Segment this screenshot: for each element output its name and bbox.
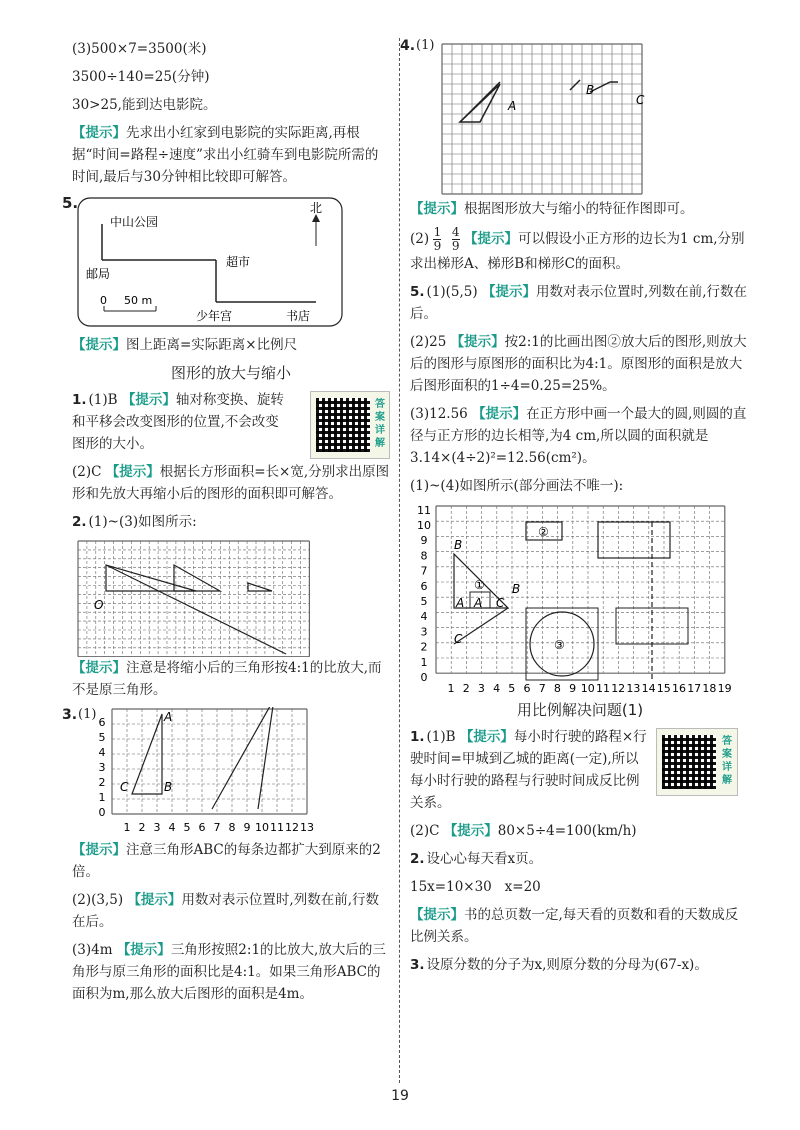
question-number: 4.	[400, 38, 416, 54]
answer-paragraph	[410, 403, 750, 469]
fraction: $\frac{1}{9}$	[433, 225, 442, 253]
axis-tick-label: 0	[420, 671, 428, 684]
column-divider	[399, 38, 400, 1083]
axis-tick-label: 4	[98, 746, 106, 759]
question-3-figure	[62, 707, 390, 839]
hint-text: 用数对表示位置时,列数在前,行数在后。	[72, 892, 380, 930]
axis-tick-label: 4	[168, 821, 176, 834]
hint-label: 【提示】	[72, 842, 126, 858]
axis-tick-label: 5	[420, 595, 428, 608]
answer-paragraph	[72, 511, 390, 533]
hint-paragraph	[410, 198, 750, 220]
q4-grid-figure	[440, 42, 690, 200]
hint-paragraph	[72, 334, 390, 356]
axis-tick-label: 10	[580, 682, 595, 695]
axis-tick-label: 3	[420, 625, 428, 639]
axis-tick-label: 19	[717, 682, 732, 695]
question-number: 3.	[62, 707, 78, 723]
problem-1	[410, 726, 750, 814]
axis-tick-label: 8	[228, 821, 236, 834]
axis-tick-label: 2	[420, 640, 428, 654]
shape-label-3: ③	[554, 638, 565, 652]
answer: (2)(3,5)	[72, 892, 124, 908]
answer: (3)4m	[72, 942, 113, 958]
axis-tick-label: 6	[98, 716, 106, 729]
axis-tick-label: 7	[538, 682, 546, 695]
hint-text: 先求出小红家到电影院的实际距离,再根据“时间=路程÷速度”求出小红骑车到电影院所需的时间,最后与30分钟相比较即可解答。	[72, 125, 379, 185]
question-number: 1.	[410, 729, 425, 745]
section-title: 图形的放大与缩小	[170, 364, 291, 382]
answer: 设原分数的分子为x,则原分数的分母为(67-x)。	[426, 957, 708, 973]
axis-tick-label: 1	[420, 655, 428, 669]
axis-tick-label: 5	[508, 682, 516, 695]
answer: (2)25	[410, 334, 447, 350]
axis-tick-label: 14	[641, 682, 656, 695]
map-label-shaoniangong: 少年宫	[196, 309, 233, 323]
axis-tick-label: 7	[420, 564, 428, 578]
axis-tick-label: 4	[420, 610, 428, 624]
axis-tick-label: 0	[98, 806, 106, 819]
vertex-label-B: B	[164, 780, 173, 794]
axis-tick-label: 15	[656, 682, 671, 695]
trapezoid-label-C: C	[636, 93, 645, 107]
hint-text: 注意三角形ABC的每条边都扩大到原来的2倍。	[72, 842, 381, 880]
point-label-C: C	[454, 632, 463, 646]
answer: (2)C	[72, 464, 102, 480]
hint-label: 【提示】	[72, 125, 126, 141]
hint-label: 【提示】	[464, 231, 519, 247]
shape-label-1: ①	[474, 578, 485, 592]
axis-tick-label: 3	[477, 682, 485, 695]
question-part-label: (1)	[416, 38, 435, 53]
answer-paragraph	[410, 848, 750, 870]
answer-paragraph	[410, 726, 650, 814]
hint-label: 【提示】	[472, 406, 527, 422]
axis-tick-label: 16	[672, 682, 686, 695]
point-label-B: B	[454, 538, 463, 552]
axis-tick-label: 4	[493, 682, 501, 695]
question-number: 2.	[72, 514, 87, 530]
hint-paragraph	[72, 839, 390, 883]
fraction: $\frac{4}{9}$	[451, 225, 460, 253]
hint-text: 每小时行驶的路程×行驶时间=甲城到乙城的距离(一定),所以每小时行驶的路程与行驶时间成反比例关系。	[410, 729, 647, 811]
answer: (1)(5,5)	[426, 284, 478, 300]
point-label-B: B	[512, 582, 521, 596]
question-number: 1.	[72, 392, 87, 408]
north-label: 北	[310, 201, 323, 215]
axis-tick-label: 11	[596, 682, 610, 695]
point-label-A: A	[456, 596, 465, 610]
hint-label: 【提示】	[410, 907, 464, 923]
axis-tick-label: 11	[270, 821, 284, 834]
origin-label: O	[94, 598, 104, 612]
hint-paragraph	[410, 904, 750, 948]
axis-tick-label: 5	[183, 821, 191, 834]
answer-paragraph	[410, 281, 750, 325]
point-label-A: A	[474, 596, 483, 610]
answer: (1)B	[426, 729, 456, 745]
question-number: 5.	[62, 194, 79, 212]
axis-tick-label: 7	[213, 821, 221, 834]
page-number: 19	[391, 1088, 409, 1104]
answer-paragraph	[410, 331, 750, 397]
axis-tick-label: 3	[153, 821, 161, 834]
axis-tick-label: 1	[123, 821, 131, 834]
answer: (1)B	[88, 392, 118, 408]
answer-paragraph	[72, 939, 390, 1005]
qr-code-icon	[316, 398, 370, 452]
axis-tick-label: 1	[98, 791, 106, 804]
axis-tick-label: 1	[447, 682, 455, 695]
hint-text: 图上距离=实际距离×比例尺	[126, 337, 298, 353]
hint-label: 【提示】	[72, 337, 126, 353]
axis-tick-label: 11	[417, 503, 431, 517]
hint-text: 用数对表示位置时,列数在前,行数在后。	[410, 284, 748, 322]
trapezoid-label-A: A	[508, 99, 517, 113]
map-figure	[76, 196, 346, 331]
question-5-map	[62, 194, 390, 334]
axis-tick-label: 12	[611, 682, 626, 695]
answer-paragraph	[410, 954, 750, 976]
axis-tick-label: 2	[98, 776, 106, 789]
axis-tick-label: 10	[255, 821, 269, 834]
text-line: (1)~(4)如图所示(部分画法不唯一):	[410, 478, 624, 494]
axis-tick-label: 10	[417, 519, 431, 532]
vertex-label-A: A	[164, 710, 173, 724]
axis-tick-label: 6	[420, 579, 428, 593]
equation-line: 15x=10×30 x=20	[410, 879, 541, 895]
question-part-label: (1)	[78, 707, 97, 722]
qr-caption: 答案详解	[722, 736, 732, 786]
axis-tick-label: 18	[702, 682, 717, 695]
q5-grid-figure	[410, 503, 750, 695]
q3-grid-figure	[94, 707, 354, 839]
text-line: 30>25,能到达电影院。	[72, 97, 217, 113]
hint-text: 80×5÷4=100(km/h)	[497, 823, 637, 839]
answer: 设心心每天看x页。	[426, 851, 543, 867]
text-line: (3)500×7=3500(米)	[72, 41, 207, 57]
qr-caption: 答案详解	[375, 399, 385, 449]
hint-label: 【提示】	[450, 334, 505, 350]
trapezoid-label-B: B	[586, 83, 595, 97]
axis-tick-label: 17	[687, 682, 702, 695]
hint-text: 根据图形放大与缩小的特征作图即可。	[464, 201, 694, 217]
hint-text: 根据长方形面积=长×宽,分别求出原图形和先放大再缩小后的图形的面积即可解答。	[72, 464, 390, 502]
axis-tick-label: 9	[420, 534, 428, 548]
hint-text: 轴对称变换、旋转和平移会改变图形的位置,不会改变图形的大小。	[72, 392, 284, 452]
hint-label: 【提示】	[105, 464, 160, 480]
question-number: 3.	[410, 957, 425, 973]
answer-paragraph	[72, 461, 390, 505]
qr-code-icon	[662, 735, 716, 789]
answer: (1)~(3)如图所示:	[88, 514, 197, 530]
vertex-label-C: C	[120, 780, 129, 794]
scale-length: 50 m	[124, 294, 153, 307]
hint-text: 三角形按照2:1的比放大,放大后的三角形与原三角形的面积比是4:1。如果三角形ABC的面积为m,那么放大后图形的面积是4m。	[72, 942, 386, 1002]
hint-text: 在正方形中画一个最大的圆,则圆的直径与正方形的边长相等,为4 cm,所以圆的面积就是3.14×(4÷2)²=12.56(cm²)。	[410, 406, 747, 466]
answer-paragraph	[72, 389, 292, 455]
answer: (3)12.56	[410, 406, 468, 422]
qr-code-panel[interactable]	[310, 391, 390, 459]
hint-label: 【提示】	[481, 284, 536, 300]
answer: (2)C	[410, 823, 440, 839]
answer: (2)	[410, 231, 430, 247]
map-label-shudian: 书店	[286, 309, 311, 323]
axis-tick-label: 2	[138, 821, 146, 834]
question-number: 5.	[410, 284, 425, 300]
section-title: 用比例解决问题(1)	[516, 701, 644, 719]
answer-paragraph	[410, 820, 750, 842]
axis-tick-label: 5	[98, 731, 106, 744]
hint-text: 按2:1的比画出图②放大后的图形,则放大后的图形与原图形的面积比为4:1。原图形的面积是放大后图形面积的1÷4=0.25=25%。	[410, 334, 747, 394]
point-label-C: C	[496, 596, 505, 610]
axis-tick-label: 3	[98, 761, 106, 774]
question-1	[72, 389, 390, 455]
hint-label: 【提示】	[72, 660, 126, 676]
hint-label: 【提示】	[443, 823, 498, 839]
axis-tick-label: 2	[462, 682, 470, 695]
axis-tick-label: 12	[285, 821, 299, 834]
hint-label: 【提示】	[127, 892, 182, 908]
hint-paragraph	[72, 657, 390, 701]
left-column	[62, 38, 390, 1011]
right-column	[400, 38, 750, 982]
shape-label-2: ②	[538, 525, 549, 539]
hint-label: 【提示】	[121, 392, 176, 408]
qr-code-panel[interactable]	[656, 728, 738, 796]
hint-label: 【提示】	[459, 729, 514, 745]
answer-paragraph	[410, 226, 750, 275]
axis-tick-label: 13	[300, 821, 314, 834]
question-number: 2.	[410, 851, 425, 867]
hint-label: 【提示】	[410, 201, 464, 217]
hint-label: 【提示】	[116, 942, 171, 958]
hint-text: 可以假设小正方形的边长为1 cm,分别求出梯形A、梯形B和梯形C的面积。	[410, 231, 745, 272]
axis-tick-label: 9	[243, 821, 251, 834]
map-label-youju: 邮局	[86, 267, 111, 281]
map-label-chaoshi: 超市	[226, 255, 251, 269]
answer-paragraph	[72, 889, 390, 933]
hint-text: 书的总页数一定,每天看的页数和看的天数成反比例关系。	[410, 907, 739, 945]
q2-grid-figure	[76, 539, 316, 657]
scale-zero: 0	[100, 294, 107, 307]
hint-paragraph	[72, 122, 390, 188]
axis-tick-label: 8	[553, 682, 561, 695]
axis-tick-label: 8	[420, 549, 428, 563]
hint-text: 注意是将缩小后的三角形按4:1的比放大,而不是原三角形。	[72, 660, 382, 698]
text-line: 3500÷140=25(分钟)	[72, 69, 210, 85]
question-4-figure	[400, 38, 750, 198]
map-label-zhongshan: 中山公园	[110, 215, 159, 229]
axis-tick-label: 13	[626, 682, 641, 695]
axis-tick-label: 6	[523, 682, 531, 695]
axis-tick-label: 6	[198, 821, 206, 834]
axis-tick-label: 9	[569, 682, 577, 695]
